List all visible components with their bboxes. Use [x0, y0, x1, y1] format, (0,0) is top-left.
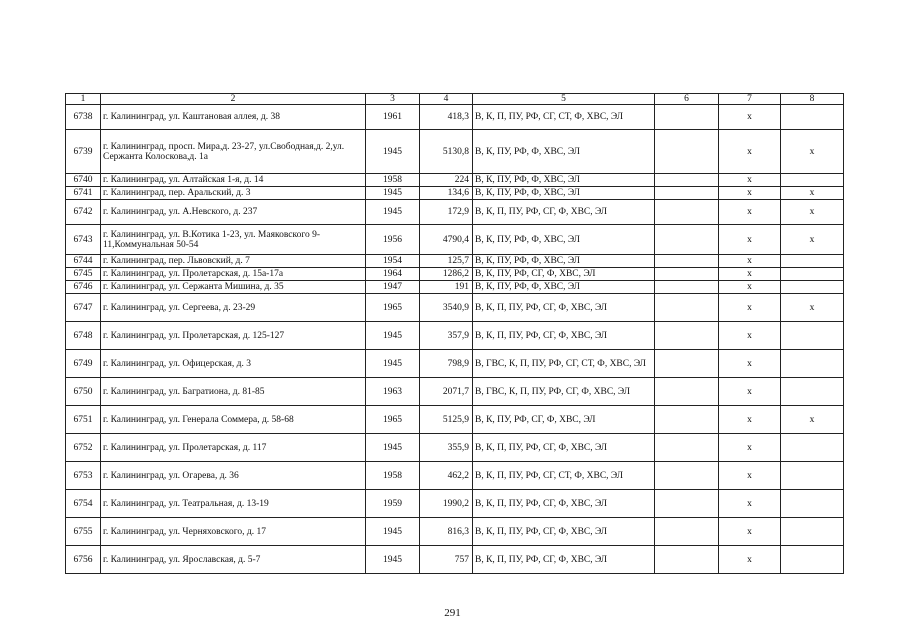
- area-cell: 125,7: [420, 255, 473, 268]
- col7-cell: х: [719, 378, 781, 406]
- address-cell: г. Калининград, ул. Театральная, д. 13-19: [101, 490, 366, 518]
- utilities-cell: В, К, ПУ, РФ, СГ, Ф, ХВС, ЭЛ: [473, 406, 655, 434]
- col6-cell: [655, 200, 719, 225]
- col8-cell: х: [781, 406, 844, 434]
- col7-cell: х: [719, 187, 781, 200]
- table-row: [66, 105, 844, 130]
- utilities-cell: В, К, П, ПУ, РФ, СГ, СТ, Ф, ХВС, ЭЛ: [473, 462, 655, 490]
- table-row: [66, 350, 844, 378]
- header-cell: 4: [420, 94, 473, 105]
- area-cell: 2071,7: [420, 378, 473, 406]
- col7-cell: х: [719, 350, 781, 378]
- col8-cell: [781, 546, 844, 574]
- year-cell: 1945: [366, 130, 420, 174]
- utilities-cell: В, К, П, ПУ, РФ, СГ, Ф, ХВС, ЭЛ: [473, 518, 655, 546]
- address-cell: г. Калининград, ул. А.Невского, д. 237: [101, 200, 366, 225]
- row-number: 6754: [66, 490, 101, 518]
- area-cell: 172,9: [420, 200, 473, 225]
- header-cell: 8: [781, 94, 844, 105]
- col6-cell: [655, 268, 719, 281]
- row-number: 6744: [66, 255, 101, 268]
- utilities-cell: В, К, П, ПУ, РФ, СГ, Ф, ХВС, ЭЛ: [473, 322, 655, 350]
- year-cell: 1959: [366, 490, 420, 518]
- col6-cell: [655, 406, 719, 434]
- col7-cell: х: [719, 294, 781, 322]
- header-cell: 6: [655, 94, 719, 105]
- header-cell: 3: [366, 94, 420, 105]
- year-cell: 1945: [366, 187, 420, 200]
- col8-cell: [781, 490, 844, 518]
- address-cell: г. Калининград, ул. Багратиона, д. 81-85: [101, 378, 366, 406]
- row-number: 6747: [66, 294, 101, 322]
- table-row: [66, 322, 844, 350]
- address-cell: г. Калининград, ул. Сергеева, д. 23-29: [101, 294, 366, 322]
- col7-cell: х: [719, 490, 781, 518]
- header-row: [66, 94, 844, 105]
- year-cell: 1947: [366, 281, 420, 294]
- table-row: [66, 255, 844, 268]
- year-cell: 1945: [366, 546, 420, 574]
- year-cell: 1945: [366, 322, 420, 350]
- area-cell: 1990,2: [420, 490, 473, 518]
- col8-cell: [781, 281, 844, 294]
- col6-cell: [655, 105, 719, 130]
- col6-cell: [655, 434, 719, 462]
- address-cell: г. Калининград, ул. Сержанта Мишина, д. 35: [101, 281, 366, 294]
- table-row: [66, 546, 844, 574]
- utilities-cell: В, К, ПУ, РФ, Ф, ХВС, ЭЛ: [473, 187, 655, 200]
- header-cell: 2: [101, 94, 366, 105]
- col7-cell: х: [719, 322, 781, 350]
- year-cell: 1945: [366, 350, 420, 378]
- col6-cell: [655, 174, 719, 187]
- address-cell: г. Калининград, ул. Огарева, д. 36: [101, 462, 366, 490]
- table-row: [66, 294, 844, 322]
- col8-cell: х: [781, 187, 844, 200]
- col7-cell: х: [719, 130, 781, 174]
- header-cell: 1: [66, 94, 101, 105]
- table-row: [66, 268, 844, 281]
- area-cell: 5125,9: [420, 406, 473, 434]
- utilities-cell: В, К, П, ПУ, РФ, СГ, Ф, ХВС, ЭЛ: [473, 294, 655, 322]
- row-number: 6749: [66, 350, 101, 378]
- col8-cell: [781, 462, 844, 490]
- area-cell: 1286,2: [420, 268, 473, 281]
- year-cell: 1945: [366, 434, 420, 462]
- col7-cell: х: [719, 174, 781, 187]
- area-cell: 816,3: [420, 518, 473, 546]
- utilities-cell: В, К, П, ПУ, РФ, СГ, Ф, ХВС, ЭЛ: [473, 434, 655, 462]
- row-number: 6746: [66, 281, 101, 294]
- utilities-cell: В, К, П, ПУ, РФ, СГ, СТ, Ф, ХВС, ЭЛ: [473, 105, 655, 130]
- table-row: [66, 378, 844, 406]
- table-row: [66, 406, 844, 434]
- col6-cell: [655, 130, 719, 174]
- area-cell: 191: [420, 281, 473, 294]
- table-row: [66, 518, 844, 546]
- table-row: [66, 174, 844, 187]
- year-cell: 1963: [366, 378, 420, 406]
- utilities-cell: В, К, ПУ, РФ, Ф, ХВС, ЭЛ: [473, 225, 655, 255]
- row-number: 6739: [66, 130, 101, 174]
- table-row: [66, 462, 844, 490]
- col6-cell: [655, 187, 719, 200]
- col7-cell: х: [719, 546, 781, 574]
- area-cell: 5130,8: [420, 130, 473, 174]
- col6-cell: [655, 546, 719, 574]
- row-number: 6751: [66, 406, 101, 434]
- col8-cell: [781, 434, 844, 462]
- col6-cell: [655, 225, 719, 255]
- address-cell: г. Калининград, ул. Алтайская 1-я, д. 14: [101, 174, 366, 187]
- utilities-cell: В, К, П, ПУ, РФ, СГ, Ф, ХВС, ЭЛ: [473, 490, 655, 518]
- header-cell: 7: [719, 94, 781, 105]
- address-cell: г. Калининград, просп. Мира,д. 23-27, ул.Свободная,д. 2,ул. Сержанта Колоскова,д. 1а: [101, 130, 366, 174]
- table-row: [66, 187, 844, 200]
- col8-cell: [781, 518, 844, 546]
- col6-cell: [655, 378, 719, 406]
- row-number: 6756: [66, 546, 101, 574]
- address-cell: г. Калининград, ул. Пролетарская, д. 117: [101, 434, 366, 462]
- utilities-cell: В, ГВС, К, П, ПУ, РФ, СГ, Ф, ХВС, ЭЛ: [473, 378, 655, 406]
- col8-cell: [781, 350, 844, 378]
- utilities-cell: В, К, ПУ, РФ, Ф, ХВС, ЭЛ: [473, 281, 655, 294]
- year-cell: 1945: [366, 200, 420, 225]
- utilities-cell: В, К, П, ПУ, РФ, СГ, Ф, ХВС, ЭЛ: [473, 200, 655, 225]
- row-number: 6753: [66, 462, 101, 490]
- area-cell: 798,9: [420, 350, 473, 378]
- header-cell: 5: [473, 94, 655, 105]
- address-cell: г. Калининград, ул. Офицерская, д. 3: [101, 350, 366, 378]
- col8-cell: [781, 255, 844, 268]
- area-cell: 757: [420, 546, 473, 574]
- year-cell: 1961: [366, 105, 420, 130]
- year-cell: 1956: [366, 225, 420, 255]
- address-cell: г. Калининград, ул. Черняховского, д. 17: [101, 518, 366, 546]
- year-cell: 1958: [366, 462, 420, 490]
- table-row: [66, 490, 844, 518]
- utilities-cell: В, К, П, ПУ, РФ, СГ, Ф, ХВС, ЭЛ: [473, 546, 655, 574]
- address-cell: г. Калининград, ул. Генерала Соммера, д. 58-68: [101, 406, 366, 434]
- address-cell: г. Калининград, ул. Пролетарская, д. 15а-17а: [101, 268, 366, 281]
- table-row: [66, 200, 844, 225]
- row-number: 6743: [66, 225, 101, 255]
- year-cell: 1945: [366, 518, 420, 546]
- row-number: 6750: [66, 378, 101, 406]
- table-row: [66, 225, 844, 255]
- col7-cell: х: [719, 268, 781, 281]
- row-number: 6752: [66, 434, 101, 462]
- row-number: 6741: [66, 187, 101, 200]
- col7-cell: х: [719, 200, 781, 225]
- year-cell: 1958: [366, 174, 420, 187]
- table-row: [66, 130, 844, 174]
- utilities-cell: В, К, ПУ, РФ, СГ, Ф, ХВС, ЭЛ: [473, 268, 655, 281]
- col6-cell: [655, 255, 719, 268]
- row-number: 6745: [66, 268, 101, 281]
- year-cell: 1964: [366, 268, 420, 281]
- col6-cell: [655, 490, 719, 518]
- col7-cell: х: [719, 406, 781, 434]
- row-number: 6748: [66, 322, 101, 350]
- address-cell: г. Калининград, ул. Пролетарская, д. 125-127: [101, 322, 366, 350]
- col7-cell: х: [719, 255, 781, 268]
- utilities-cell: В, К, ПУ, РФ, Ф, ХВС, ЭЛ: [473, 130, 655, 174]
- col7-cell: х: [719, 434, 781, 462]
- col7-cell: х: [719, 462, 781, 490]
- area-cell: 224: [420, 174, 473, 187]
- table-row: [66, 434, 844, 462]
- utilities-cell: В, К, ПУ, РФ, Ф, ХВС, ЭЛ: [473, 255, 655, 268]
- col8-cell: х: [781, 294, 844, 322]
- col8-cell: [781, 378, 844, 406]
- col8-cell: х: [781, 130, 844, 174]
- col6-cell: [655, 350, 719, 378]
- col6-cell: [655, 462, 719, 490]
- address-cell: г. Калининград, пер. Львовский, д. 7: [101, 255, 366, 268]
- page-number: 291: [444, 607, 461, 619]
- col6-cell: [655, 294, 719, 322]
- row-number: 6755: [66, 518, 101, 546]
- col7-cell: х: [719, 225, 781, 255]
- col6-cell: [655, 518, 719, 546]
- utilities-cell: В, ГВС, К, П, ПУ, РФ, СГ, СТ, Ф, ХВС, ЭЛ: [473, 350, 655, 378]
- area-cell: 3540,9: [420, 294, 473, 322]
- area-cell: 4790,4: [420, 225, 473, 255]
- col8-cell: [781, 174, 844, 187]
- registry-table: [65, 93, 844, 574]
- col8-cell: х: [781, 225, 844, 255]
- area-cell: 357,9: [420, 322, 473, 350]
- col7-cell: х: [719, 518, 781, 546]
- row-number: 6740: [66, 174, 101, 187]
- col8-cell: [781, 105, 844, 130]
- col6-cell: [655, 281, 719, 294]
- address-cell: г. Калининград, ул. Ярославская, д. 5-7: [101, 546, 366, 574]
- address-cell: г. Калининград, ул. Каштановая аллея, д. 38: [101, 105, 366, 130]
- year-cell: 1954: [366, 255, 420, 268]
- col6-cell: [655, 322, 719, 350]
- utilities-cell: В, К, ПУ, РФ, Ф, ХВС, ЭЛ: [473, 174, 655, 187]
- area-cell: 462,2: [420, 462, 473, 490]
- row-number: 6742: [66, 200, 101, 225]
- col8-cell: х: [781, 200, 844, 225]
- col8-cell: [781, 268, 844, 281]
- year-cell: 1965: [366, 294, 420, 322]
- area-cell: 134,6: [420, 187, 473, 200]
- table-row: [66, 281, 844, 294]
- year-cell: 1965: [366, 406, 420, 434]
- col8-cell: [781, 322, 844, 350]
- address-cell: г. Калининград, ул. В.Котика 1-23, ул. Маяковского 9-11,Коммунальная 50-54: [101, 225, 366, 255]
- area-cell: 355,9: [420, 434, 473, 462]
- col7-cell: х: [719, 281, 781, 294]
- area-cell: 418,3: [420, 105, 473, 130]
- address-cell: г. Калининград, пер. Аральский, д. 3: [101, 187, 366, 200]
- col7-cell: х: [719, 105, 781, 130]
- row-number: 6738: [66, 105, 101, 130]
